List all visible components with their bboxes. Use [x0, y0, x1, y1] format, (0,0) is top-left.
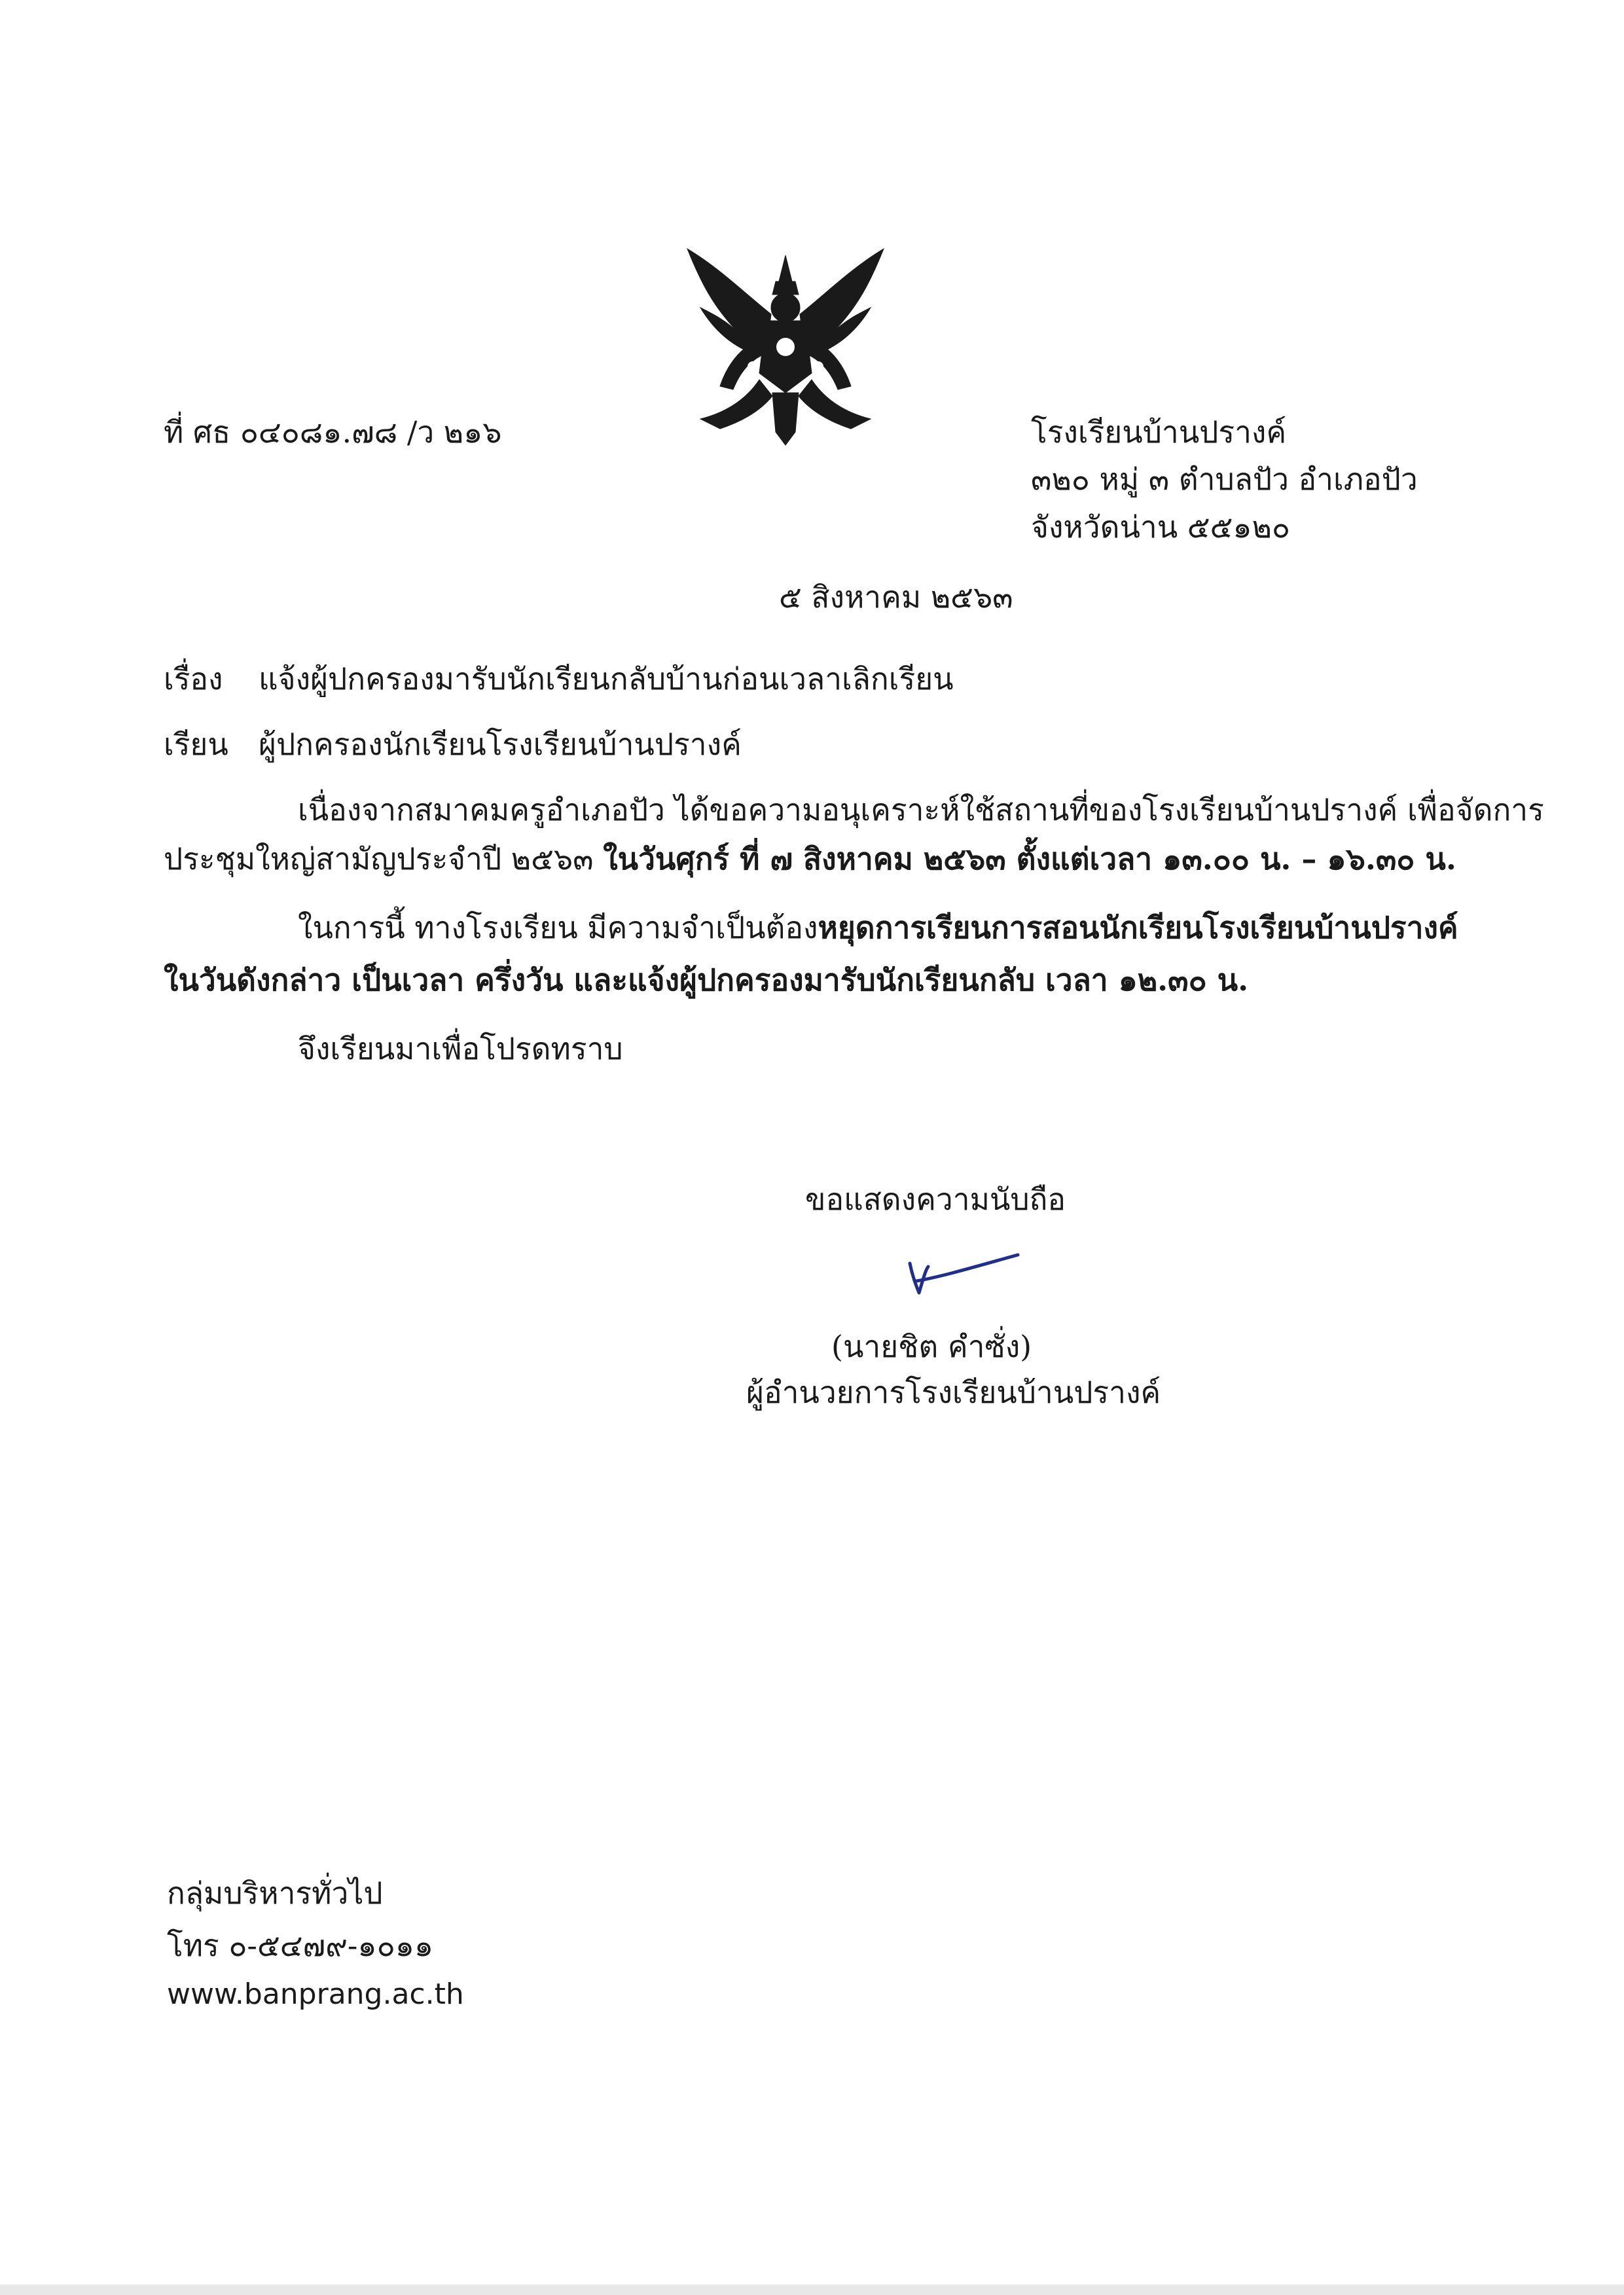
subject-text: แจ้งผู้ปกครองมารับนักเรียนกลับบ้านก่อนเวลาเลิกเรียน — [259, 661, 954, 696]
signature-icon — [897, 1240, 1028, 1299]
school-address-line-2: จังหวัดน่าน ๕๕๑๒๐ — [1031, 509, 1291, 545]
garuda-emblem-icon — [674, 242, 897, 458]
recipient-text: ผู้ปกครองนักเรียนโรงเรียนบ้านปรางค์ — [259, 727, 742, 762]
paragraph-1-line-2-normal: ประชุมใหญ่สามัญประจำปี ๒๕๖๓ — [164, 841, 594, 876]
letter-date: ๕ สิงหาคม ๒๕๖๓ — [779, 579, 1013, 615]
paragraph-1-line-2-bold: ในวันศุกร์ ที่ ๗ สิงหาคม ๒๕๖๓ ตั้งแต่เวลา ๑๓.๐๐ น. – ๑๖.๓๐ น. — [603, 841, 1456, 876]
paragraph-1-line-1: เนื่องจากสมาคมครูอำเภอปัว ได้ขอความอนุเคราะห์ใช้สถานที่ของโรงเรียนบ้านปรางค์ เพื่อจัดการ — [298, 792, 1544, 827]
footer-department: กลุ่มบริหารทั่วไป — [167, 1875, 383, 1911]
footer-website-link[interactable]: www.banprang.ac.th — [167, 1978, 464, 2011]
page-bottom-edge — [0, 2285, 1624, 2295]
paragraph-2-line-1-normal: ในการนี้ ทางโรงเรียน มีความจำเป็นต้อง — [298, 910, 818, 945]
subject-label: เรื่อง — [164, 661, 223, 696]
recipient-label: เรียน — [164, 727, 228, 762]
paragraph-2-line-2: ในวันดังกล่าว เป็นเวลา ครึ่งวัน และแจ้งผู้ปกครองมารับนักเรียนกลับ เวลา ๑๒.๓๐ น. — [164, 962, 1249, 998]
school-name: โรงเรียนบ้านปรางค์ — [1031, 414, 1287, 450]
paragraph-1-line-2 — [164, 838, 1456, 880]
signatory-name: (นายชิต คำซั่ง) — [831, 1329, 1032, 1364]
closing-regards: ขอแสดงความนับถือ — [805, 1182, 1066, 1217]
footer-phone: โทร ๐-๕๔๗๙-๑๐๑๑ — [167, 1928, 434, 1963]
paragraph-2-line-1 — [298, 907, 1458, 949]
school-address-line-1: ๓๒๐ หมู่ ๓ ตำบลปัว อำเภอปัว — [1031, 461, 1418, 497]
paragraph-2-line-1-bold: หยุดการเรียนการสอนนักเรียนโรงเรียนบ้านปรางค์ — [818, 910, 1458, 945]
reference-number: ที่ ศธ ๐๔๐๘๑.๗๘ /ว ๒๑๖ — [164, 414, 502, 450]
signatory-position: ผู้อำนวยการโรงเรียนบ้านปรางค์ — [746, 1375, 1161, 1410]
paragraph-3: จึงเรียนมาเพื่อโปรดทราบ — [298, 1031, 623, 1066]
